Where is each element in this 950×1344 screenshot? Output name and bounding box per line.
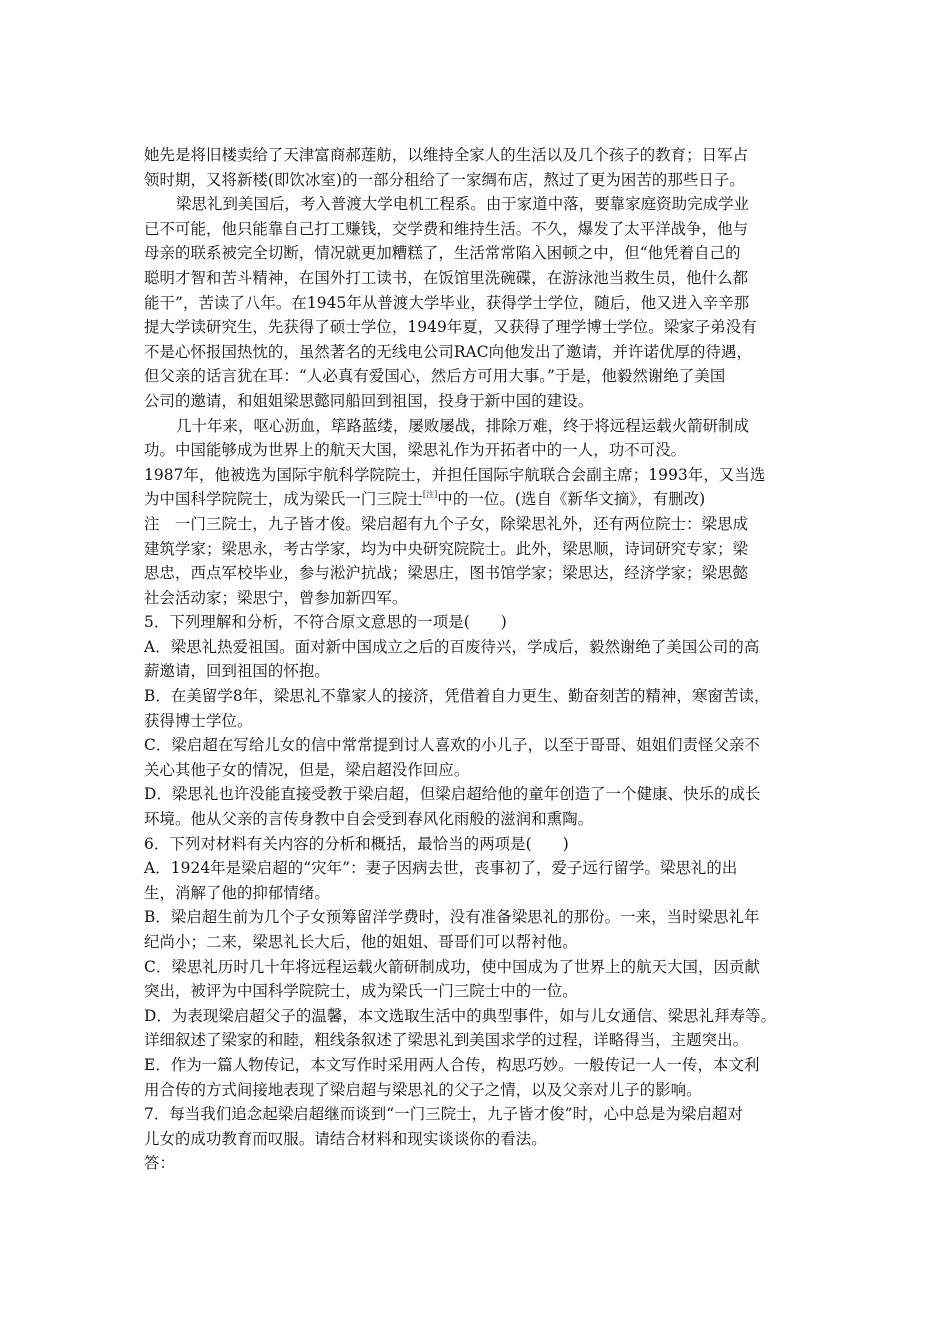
line-text: 思忠，西点军校毕业，参与淞沪抗战；梁思庄，图书馆学家；梁思达，经济学家；梁思懿 [144, 564, 749, 583]
text-line [144, 1102, 810, 1127]
text-line [144, 856, 810, 881]
text-line [144, 930, 810, 955]
text-line [144, 1053, 810, 1078]
line-text: A．梁思礼热爱祖国。面对新中国成立之后的百废待兴，学成后，毅然谢绝了美国公司的高 [144, 637, 760, 656]
text-line [144, 758, 810, 783]
line-text: 突出，被评为中国科学院院士，成为梁氏一门三院士中的一位。 [144, 982, 578, 1001]
line-text: 社会活动家；梁思宁，曾参加新四军。 [144, 588, 408, 607]
line-text: 纪尚小；二来，梁思礼长大后，他的姐姐、哥哥们可以帮衬他。 [144, 933, 578, 951]
text-line [144, 709, 810, 734]
text-line [144, 832, 810, 857]
text-line [144, 1078, 810, 1103]
text-line [144, 635, 810, 660]
text-line [144, 291, 810, 316]
line-text: 关心其他子女的情况，但是，梁启超没作回应。 [144, 760, 470, 779]
line-text: 6．下列对材料有关内容的分析和概括，最恰当的两项是( ) [144, 834, 569, 853]
text-line [144, 340, 810, 365]
line-text: 已不可能，他只能靠自己打工赚钱，交学费和维持生活。不久，爆发了太平洋战争，他与 [144, 219, 749, 238]
text-line [144, 266, 810, 291]
line-text: 为中国科学院院士，成为梁氏一门三院士 [144, 490, 423, 509]
line-text: 用合传的方式间接地表现了梁启超与梁思礼的父子之情，以及父亲对儿子的影响。 [144, 1080, 702, 1099]
line-text: 梁思礼到美国后，考入普渡大学电机工程系。由于家道中落，要靠家庭资助完成学业 [176, 195, 750, 214]
text-line [144, 143, 810, 168]
text-line [144, 217, 810, 242]
line-text: B．在美留学8年，梁思礼不靠家人的接济，凭借着自力更生、勤奋刻苦的精神，寒窗苦读， [144, 687, 770, 706]
line-text: D．为表现梁启超父子的温馨，本文选取生活中的典型事件，如与儿女通信、梁思礼拜寿等。 [144, 1006, 777, 1025]
line-text-continued: 中的一位。(选自《新华文摘》，有删改) [437, 490, 706, 509]
line-text: 5．下列理解和分析，不符合原文意思的一项是( ) [144, 613, 507, 632]
line-text: 注 一门三院士，九子皆才俊。梁启超有九个子女，除梁思礼外，还有两位院士：梁思成 [144, 514, 749, 533]
text-line [144, 168, 810, 193]
line-text: 公司的邀请，和姐姐梁思懿同船回到祖国，投身于新中国的建设。 [144, 391, 594, 410]
text-line [144, 659, 810, 684]
line-text: 但父亲的话言犹在耳：“人必真有爱国心，然后方可用大事。”于是，他毅然谢绝了美国 [144, 367, 726, 386]
text-line [144, 192, 810, 217]
text-line [144, 463, 810, 488]
line-text: 能干”，苦读了八年。在1945年从普渡大学毕业，获得学士学位，随后，他又进入辛辛那 [144, 293, 750, 312]
line-text: 详细叙述了梁家的和睦，粗线条叙述了梁思礼到美国求学的过程，详略得当，主题突出。 [144, 1031, 749, 1050]
line-text: A．1924年是梁启超的“灾年”：妻子因病去世，丧事初了，爱子远行留学。梁思礼的出 [144, 859, 738, 878]
line-text: 薪邀请，回到祖国的怀抱。 [144, 662, 330, 681]
text-line [144, 905, 810, 930]
line-text: B．梁启超生前为几个子女预筹留洋学费时，没有准备梁思礼的那份。一来，当时梁思礼年 [144, 908, 760, 927]
text-line [144, 1151, 810, 1176]
text-line [144, 438, 810, 463]
text-line [144, 610, 810, 635]
text-line [144, 1127, 810, 1152]
text-line [144, 561, 810, 586]
line-text: 几十年来，呕心沥血，筚路蓝缕，屡败屡战，排除万难，终于将远程运载火箭研制成 [176, 416, 750, 435]
text-line [144, 684, 810, 709]
text-line [144, 512, 810, 537]
line-text: E．作为一篇人物传记，本文写作时采用两人合传，构思巧妙。一般传记一人一传，本文利 [144, 1055, 760, 1074]
text-line [144, 487, 810, 512]
text-line [144, 389, 810, 414]
line-text: 功。中国能够成为世界上的航天大国，梁思礼作为开拓者中的一人，功不可没。 [144, 441, 687, 460]
document-page [144, 143, 810, 1176]
line-text: C．梁启超在写给儿女的信中常常提到讨人喜欢的小儿子，以至于哥哥、姐姐们责怪父亲不 [144, 736, 761, 755]
text-line [144, 881, 810, 906]
text-line [144, 979, 810, 1004]
text-line [144, 364, 810, 389]
text-line [144, 955, 810, 980]
text-line [144, 586, 810, 611]
line-text: 聪明才智和苦斗精神，在国外打工读书，在饭馆里洗碗碟，在游泳池当救生员，他什么都 [144, 268, 749, 287]
line-text: 答： [144, 1154, 175, 1173]
text-line [144, 315, 810, 340]
line-text: 生，消解了他的抑郁情绪。 [144, 883, 330, 902]
text-line [144, 241, 810, 266]
line-text: 不是心怀报国热忱的，虽然著名的无线电公司RAC向他发出了邀请，并许诺优厚的待遇， [144, 342, 752, 361]
line-text: 环境。他从父亲的言传身教中自会受到春风化雨般的滋润和熏陶。 [144, 810, 594, 829]
text-line [144, 1004, 810, 1029]
line-text: C．梁思礼历时几十年将远程运载火箭研制成功，使中国成为了世界上的航天大国，因贡献 [144, 957, 761, 976]
line-text: 1987年，他被选为国际宇航科学院院士，并担任国际宇航联合会副主席；1993年，又当选 [144, 465, 766, 484]
footnote-marker: [注] [422, 490, 438, 500]
line-text: 她先是将旧楼卖给了天津富商郝莲舫，以维持全家人的生活以及几个孩子的教育；日军占 [144, 146, 749, 164]
line-text: 提大学读研究生，先获得了硕士学位，1949年夏，又获得了理学博士学位。梁家子弟没有 [144, 318, 757, 337]
line-text: 儿女的成功教育而叹服。请结合材料和现实谈谈你的看法。 [144, 1129, 547, 1148]
text-line [144, 782, 810, 807]
line-text: 母亲的联系被完全切断，情况就更加糟糕了，生活常常陷入困顿之中，但“他凭着自己的 [144, 244, 741, 263]
text-line [144, 733, 810, 758]
line-text: 获得博士学位。 [144, 711, 253, 730]
line-text: 建筑学家；梁思永，考古学家，均为中央研究院院士。此外，梁思顺，诗词研究专家；梁 [144, 539, 749, 558]
text-line [144, 807, 810, 832]
line-text: 领时期，又将新楼(即饮冰室)的一部分租给了一家绸布店，熬过了更为困苦的那些日子。 [144, 170, 745, 189]
text-line [144, 1028, 810, 1053]
line-text: 7．每当我们追念起梁启超继而谈到“一门三院士，九子皆才俊”时，心中总是为梁启超对 [144, 1105, 743, 1124]
text-line [144, 537, 810, 562]
text-line [144, 414, 810, 439]
line-text: D．梁思礼也许没能直接受教于梁启超，但梁启超给他的童年创造了一个健康、快乐的成长 [144, 785, 761, 804]
